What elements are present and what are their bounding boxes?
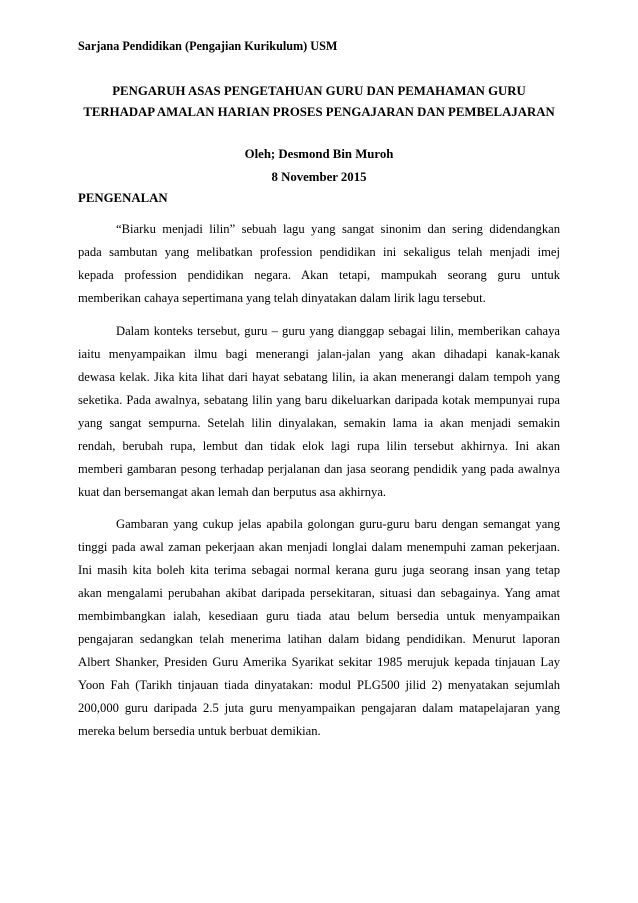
paragraph-line: Yoon Fah (Tarikh tinjauan tiada dinyatakan: modul PLG500 jilid 2) menyatakan sejumlah — [78, 678, 560, 692]
paragraph-line: Ini masih kita boleh kita terima sebagai normal kerana guru juga seorang insan yang tetap — [78, 563, 560, 577]
running-header: Sarjana Pendidikan (Pengajian Kurikulum) USM — [78, 39, 338, 53]
paragraph-line: dewasa kelak. Jika kita lihat dari hayat sebatang lilin, ia akan menerangi dalam tempoh yang — [78, 370, 560, 384]
title-line-1: PENGARUH ASAS PENGETAHUAN GURU DAN PEMAHAMAN GURU — [112, 84, 526, 98]
paragraph-line: “Biarku menjadi lilin” sebuah lagu yang sangat sinonim dan sering didendangkan — [116, 222, 560, 236]
paragraph-line: memberikan cahaya sepertimana yang telah dinyatakan dalam lirik lagu tersebut. — [78, 291, 486, 305]
document-title — [60, 81, 578, 123]
paragraph-line: membimbangkan ialah, kesediaan guru tiada atau belum bersedia untuk menyampaikan — [78, 609, 560, 623]
paragraph-line: 200,000 guru daripada 2.5 juta guru menyampaikan pengajaran dalam matapelajaran yang — [78, 701, 560, 715]
paragraph-1 — [78, 218, 560, 310]
date-line: 8 November 2015 — [271, 170, 367, 184]
paragraph-line: rendah, berubah rupa, lembut dan tidak elok lagi rupa lilin tersebut akhirnya. Ini akan — [78, 439, 560, 453]
paragraph-line: memberi gambaran pesong terhadap perjalanan dan jasa seorang pendidik yang pada awalnya — [78, 462, 560, 476]
paragraph-line: kepada profession pendidikan negara. Akan tetapi, mampukah seorang guru untuk — [78, 268, 560, 282]
title-line-2: TERHADAP AMALAN HARIAN PROSES PENGAJARAN DAN PEMBELAJARAN — [83, 105, 555, 119]
paragraph-line: kuat dan bersemangat akan lemah dan berputus asa akhirnya. — [78, 485, 387, 499]
paragraph-line: seketika. Pada awalnya, sebatang lilin yang baru dikeluarkan daripada kotak mempunyai rupa — [78, 393, 560, 407]
paragraph-line: tinggi pada awal zaman pekerjaan akan menjadi longlai dalam menempuhi zaman pekerjaan. — [78, 540, 560, 554]
paragraph-line: Dalam konteks tersebut, guru – guru yang dianggap sebagai lilin, memberikan cahaya — [116, 324, 560, 338]
paragraph-line: pada sambutan yang melibatkan profession pendidikan ini sekaligus telah menjadi imej — [78, 245, 560, 259]
paragraph-line: Albert Shanker, Presiden Guru Amerika Syarikat sekitar 1985 merujuk kepada tinjauan Lay — [78, 655, 560, 669]
paragraph-line: pengajaran sedangkan telah menerima latihan dalam bidang pendidikan. Menurut laporan — [78, 632, 560, 646]
paragraph-line: yang sangat sempurna. Setelah lilin dinyalakan, semakin lama ia akan menjadi semakin — [78, 416, 560, 430]
paragraph-line: Gambaran yang cukup jelas apabila golongan guru-guru baru dengan semangat yang — [116, 517, 560, 531]
paragraph-2 — [78, 320, 560, 504]
section-heading: PENGENALAN — [78, 191, 168, 205]
paragraph-3 — [78, 513, 560, 743]
paragraph-line: mereka belum bersedia untuk berbuat demikian. — [78, 724, 321, 738]
paragraph-line: akan mengalami perubahan akibat daripada persekitaran, situasi dan sebagainya. Yang amat — [78, 586, 560, 600]
paragraph-line: iaitu menyampaikan ilmu bagi menerangi jalan-jalan yang akan dihadapi kanak-kanak — [78, 347, 560, 361]
author-line: Oleh; Desmond Bin Muroh — [244, 147, 394, 161]
